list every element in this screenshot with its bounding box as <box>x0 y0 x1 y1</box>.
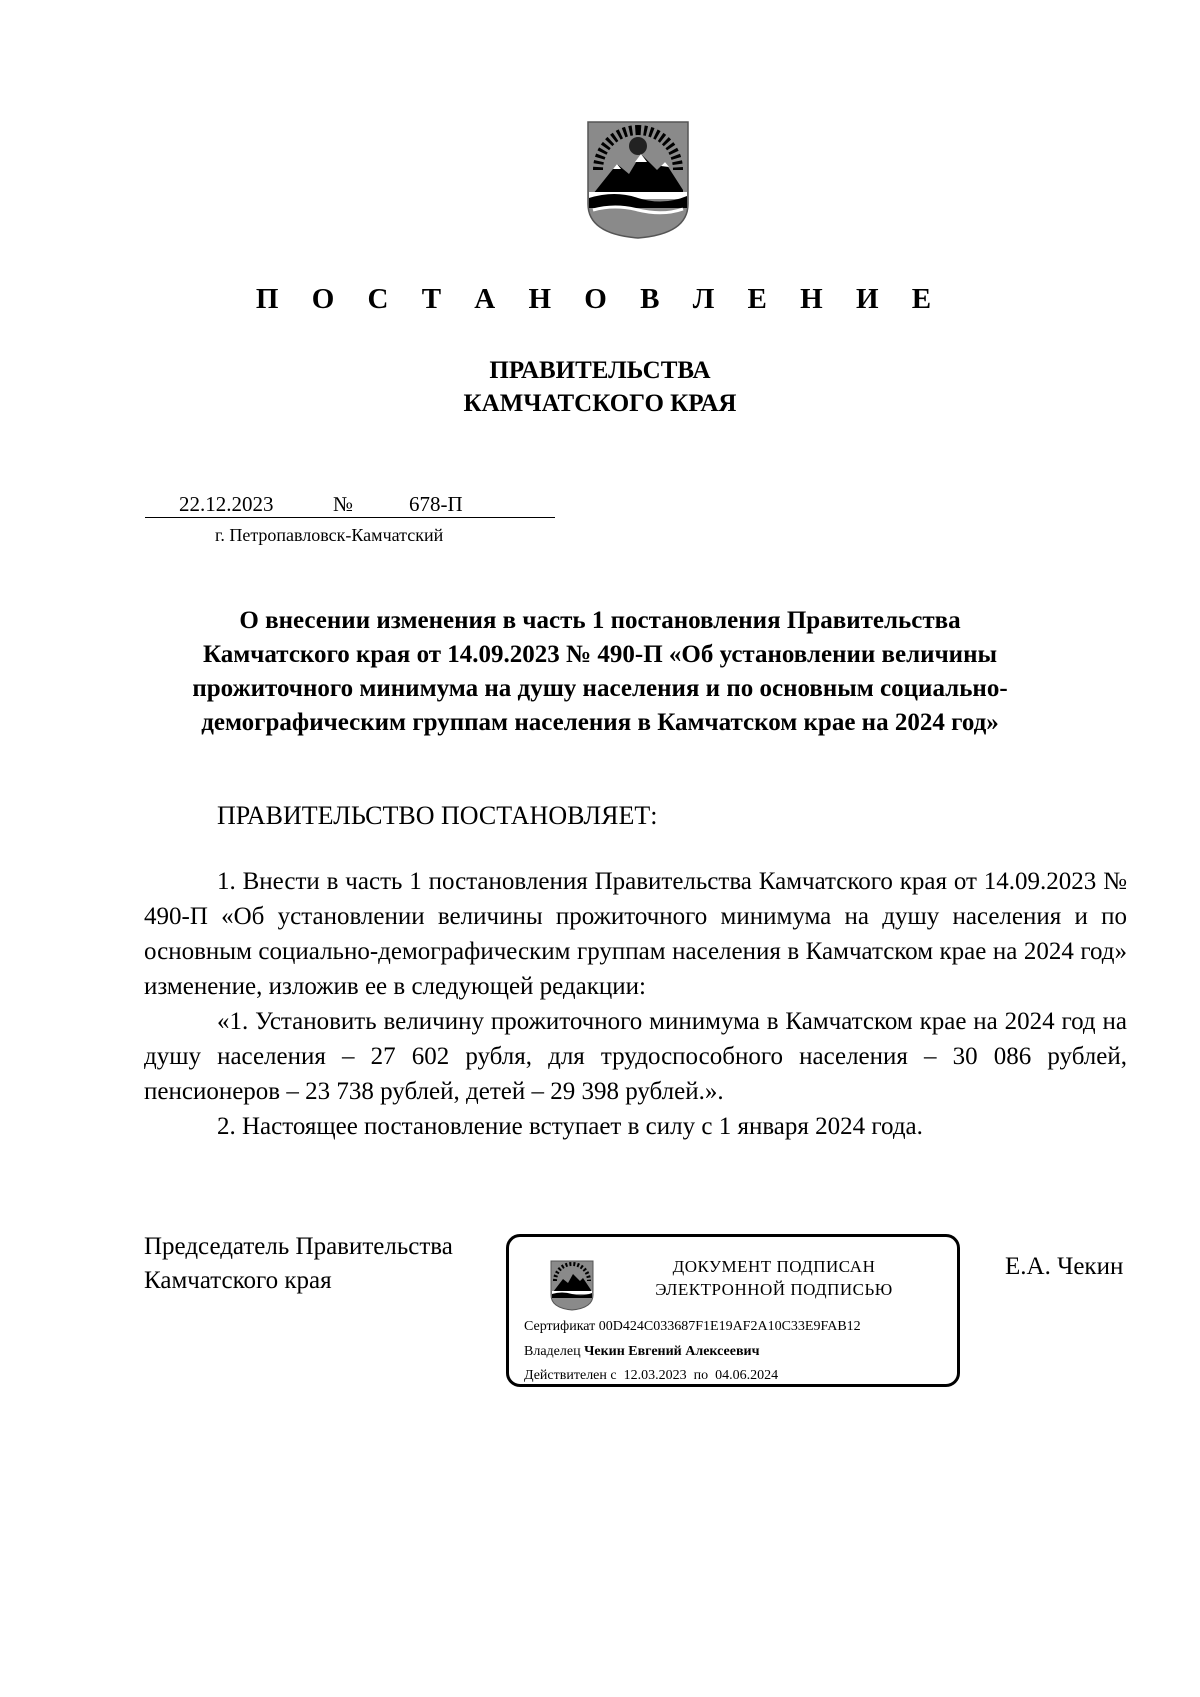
valid-from: 12.03.2023 <box>623 1368 687 1383</box>
certificate-value: 00D424C033687F1E19AF2A10C33E9FAB12 <box>598 1319 861 1334</box>
stamp-validity-line <box>524 1367 778 1385</box>
owner-label: Владелец <box>524 1344 581 1359</box>
document-city: г. Петропавловск-Камчатский <box>215 525 444 545</box>
valid-label: Действителен с <box>524 1368 617 1383</box>
signer-title-line-2: Камчатского края <box>144 1267 332 1294</box>
document-number: 678-П <box>409 492 463 516</box>
stamp-owner-line <box>524 1343 759 1361</box>
valid-to: 04.06.2024 <box>715 1368 779 1383</box>
electronic-signature-stamp <box>506 1234 960 1387</box>
coat-of-arms-icon <box>585 112 691 240</box>
stamp-header-line-2: ЭЛЕКТРОННОЙ ПОДПИСЬЮ <box>655 1280 893 1299</box>
issuer-line-2: КАМЧАТСКОГО КРАЯ <box>463 390 737 417</box>
date-number-row <box>145 491 555 521</box>
owner-value: Чекин Евгений Алексеевич <box>584 1344 760 1359</box>
stamp-header <box>609 1255 939 1301</box>
certificate-label: Сертификат <box>524 1319 596 1334</box>
body-paragraph-2: «1. Установить величину прожиточного минимума в Камчатском крае на 2024 год на душу населения – 27 602 рубля, для трудоспособного населения – 30 086 рублей, пенсионеров – 23 738 рублей, детей – 29 398 рублей.». <box>144 1008 1127 1105</box>
signer-name: Е.А. Чекин <box>1005 1253 1124 1280</box>
subject-line-4: демографическим группам населения в Камчатском крае на 2024 год» <box>201 709 999 736</box>
stamp-header-line-1: ДОКУМЕНТ ПОДПИСАН <box>672 1257 876 1276</box>
issuer-line-1: ПРАВИТЕЛЬСТВА <box>489 357 711 384</box>
document-type-heading: П О С Т А Н О В Л Е Н И Е <box>255 283 945 315</box>
valid-to-label: по <box>693 1368 709 1383</box>
subject-line-1: О внесении изменения в часть 1 постановления Правительства <box>239 607 961 634</box>
stamp-coat-of-arms-icon <box>549 1257 595 1311</box>
body-paragraph-3: 2. Настоящее постановление вступает в силу с 1 января 2024 года. <box>217 1113 923 1140</box>
number-sign: № <box>333 492 354 516</box>
document-date: 22.12.2023 <box>179 492 274 516</box>
signer-title <box>144 1230 453 1298</box>
document-body <box>144 864 1127 1144</box>
subject-line-2: Камчатского края от 14.09.2023 № 490-П «Об установлении величины <box>202 641 998 668</box>
decree-lead: ПРАВИТЕЛЬСТВО ПОСТАНОВЛЯЕТ: <box>217 801 658 830</box>
date-underline <box>145 517 555 518</box>
body-paragraph-1: 1. Внести в часть 1 постановления Правительства Камчатского края от 14.09.2023 № 490-П «Об установлении величины прожиточного минимума на душу населения и по основным социально-демографическим группам населения в Камчатском крае на 2024 год» изменение, изложив ее в следующей редакции: <box>144 868 1127 1000</box>
signer-title-line-1: Председатель Правительства <box>144 1233 453 1260</box>
issuer-heading <box>0 354 1200 420</box>
subject-line-3: прожиточного минимума на душу населения и по основным социально- <box>192 675 1008 702</box>
stamp-certificate-line <box>524 1318 861 1336</box>
document-subject <box>140 604 1060 740</box>
